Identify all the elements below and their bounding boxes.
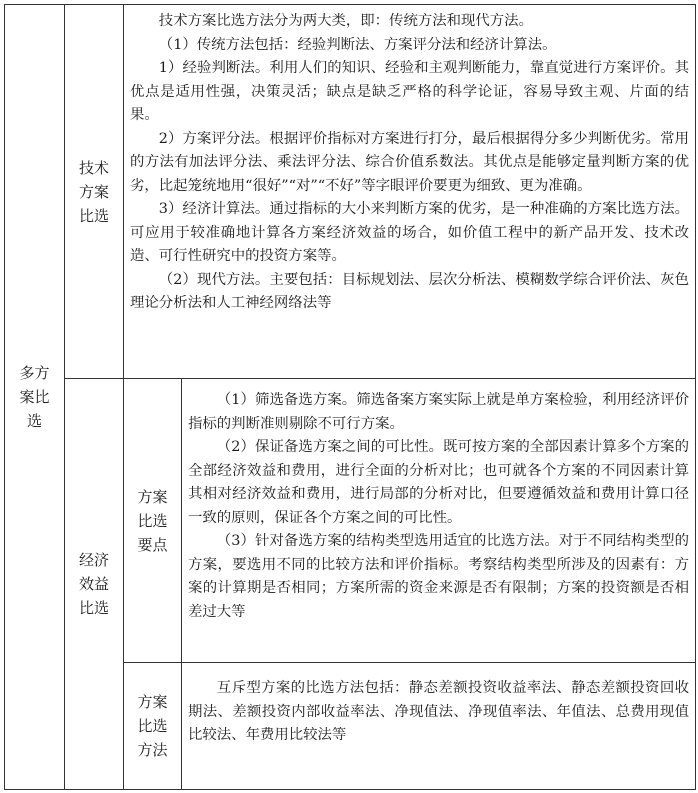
paragraph: 1）经验判断法。利用人们的知识、经验和主观判断能力，靠直觉进行方案评价。其优点是适用性强，决策灵活；缺点是缺乏严格的科学论证，容易导致主观、片面的结果。 [130,60,689,123]
paragraph: 3）经济计算法。通过指标的大小来判断方案的优劣，是一种准确的方案比选方法。可应用于较准确地计算各方案经济效益的场合，如价值工程中的新产品开发、技术改造、可行性研究中的投资方案等。 [130,201,689,264]
key-points-label-cell [124,379,182,663]
methods-label-cell [124,663,182,790]
paragraph: （1）传统方法包括：经验判断法、方案评分法和经济计算法。 [158,36,557,53]
table-row [5,5,696,379]
methods-label: 方案比选方法 [137,693,168,759]
paragraph: （3）针对备选方案的结构类型选用适宜的比选方法。对于不同结构类型的方案，要选用不同的比较方法和评价指标。考察结构类型所涉及的因素有：方案的计算期是否相同；方案所需的资金来源是否有限制；方案的投资额是否相差过大等 [188,533,689,620]
methods-content [182,663,696,790]
paragraph: （2）现代方法。主要包括：目标规划法、层次分析法、模糊数学综合评价法、灰色理论分析法和人工神经网络法等 [130,271,689,311]
category-label: 多方案比选 [19,364,50,430]
paragraph: 互斥型方案的比选方法包括：静态差额投资收益率法、静态差额投资回收期法、差额投资内部收益率法、净现值法、净现值率法、年值法、总费用现值比较法、年费用比较法等 [188,680,689,743]
key-points-content [182,379,696,663]
economic-label: 经济效益比选 [78,551,109,617]
technical-content [124,5,696,379]
paragraph: 2）方案评分法。根据评价指标对方案进行打分，最后根据得分多少判断优劣。常用的方法有加法评分法、乘法评分法、综合价值系数法。其优点是能够定量判断方案的优劣，比起笼统地用“很好”“对”“不好”等字眼评价要更为细致、更为准确。 [130,130,689,194]
table-row [5,379,696,663]
economic-label-cell [65,379,124,790]
paragraph: 技术方案比选方法分为两大类，即：传统方法和现代方法。 [158,13,533,29]
paragraph: （1）筛选备选方案。筛选备案方案实际上就是单方案检验，利用经济评价指标的判断准则剔除不可行方案。 [188,392,689,432]
technical-label: 技术方案比选 [78,158,109,225]
comparison-table [4,4,696,790]
paragraph: （2）保证备选方案之间的可比性。既可按方案的全部因素计算多个方案的全部经济效益和费用，进行全面的分析对比；也可就各个方案的不同因素计算其相对经济效益和费用，进行局部的分析对比，但要遵循效益和费用计算口径一致的原则，保证各个方案之间的可比性。 [188,439,689,526]
technical-label-cell [65,5,124,379]
category-cell [5,5,65,790]
key-points-label: 方案比选要点 [137,487,168,554]
